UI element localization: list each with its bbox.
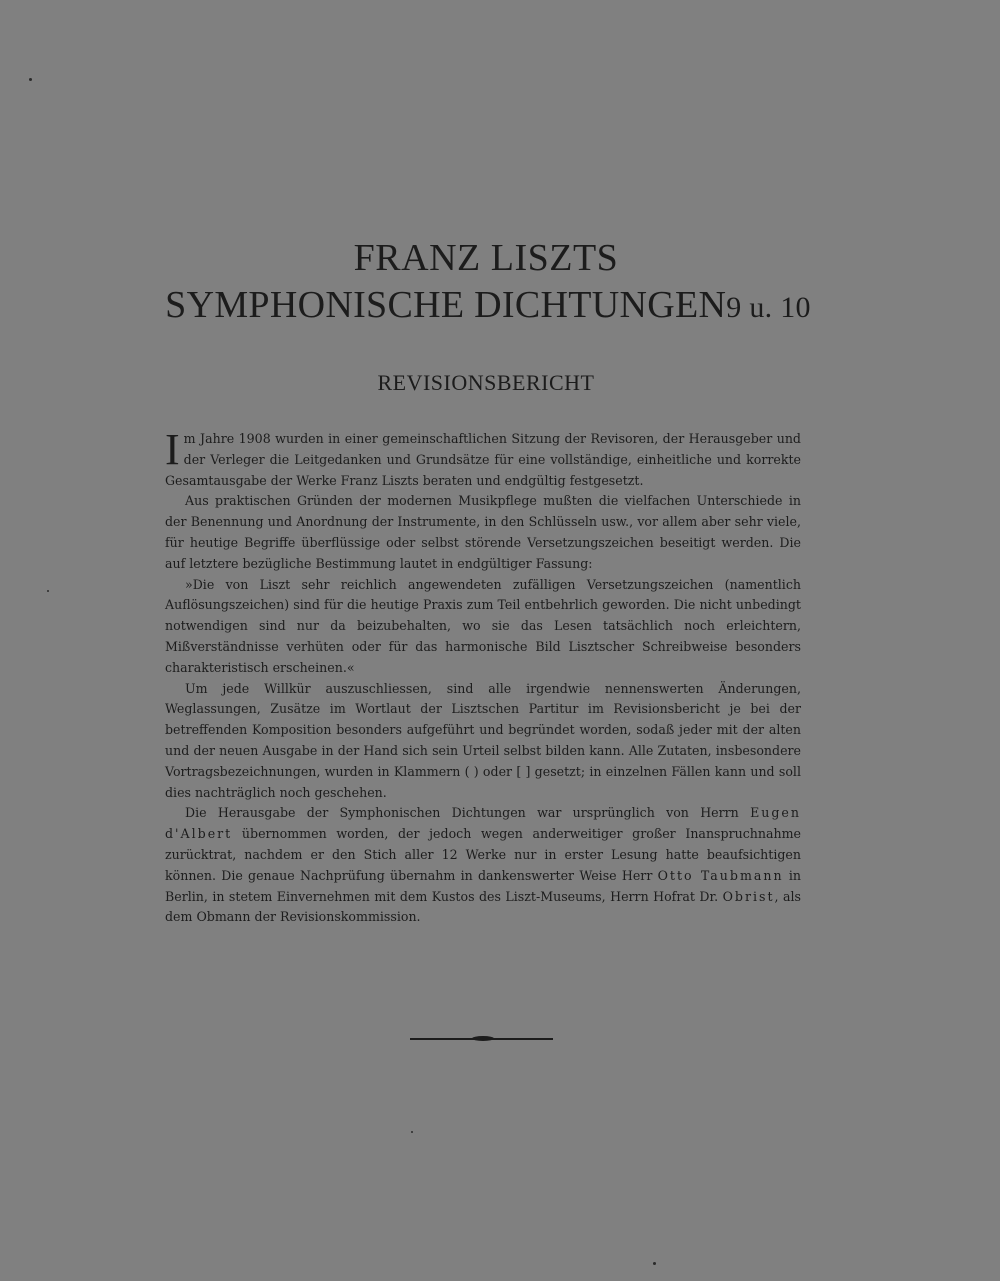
paragraph-1-text: m Jahre 1908 wurden in einer gemeinschaftlichen Sitzung der Revisoren, der Herausgeber und der Verleger die Leitgedanken und Grundsätze für eine vollständige, einheitliche und korrekte Gesamtausgabe der Werke Franz Liszts beraten und endgültig festgesetzt. [165,431,801,488]
name-obrist: Obrist [722,888,775,904]
paragraph-4: Um jede Willkür auszuschliessen, sind alle irgendwie nennenswerten Änderungen, Weglassungen, Zusätze im Wortlaut der Lisztschen Partitur im Revisionsbericht je bei der betreffenden Komposition besonders aufgeführt und begründet worden, sodaß jeder mit der alten und der neuen Ausgabe in der Hand sich sein Urteil selbst bilden kann. Alle Zutaten, insbesondere Vortragsbezeichnungen, wurden in Klammern ( ) oder [ ] gesetzt; in einzelnen Fällen kann und soll dies nachträglich noch geschehen. [165,680,801,800]
paragraph-3-quote: »Die von Liszt sehr reichlich angewendeten zufälligen Versetzungszeichen (namentlich Auflösungszeichen) sind für die heutige Praxis zum Teil entbehrlich geworden. Die nicht unbedingt notwendigen sind nur da beizubehalten, wo sie das Lesen tatsächlich noch erleichtern, Mißverständnisse verhüten oder für das harmonische Bild Lisztscher Schreibweise besonders charakteristisch erscheinen.« [165,576,801,675]
scan-speck [653,1262,656,1265]
paragraph-1 [165,425,801,491]
ornamental-rule [410,1038,553,1040]
paragraph-5 [165,803,801,928]
name-otto-taubmann: Otto Taubmann [657,867,784,883]
title-line-2 [0,283,988,327]
body-text [165,425,801,928]
name-eugen-dalbert: Eugen d'Albert [165,805,801,842]
scan-speck [29,78,32,81]
paragraph-5-d: , als dem Obmann der Revisionskommission. [165,888,801,925]
title-line-2-number: 9 u. 10 [726,291,811,324]
paragraph-5-a: Die Herausgabe der Symphonischen Dichtungen war ursprünglich von Herrn [185,805,751,821]
scan-speck [411,1131,413,1133]
scan-speck [47,590,49,592]
paragraph-2: Aus praktischen Gründen der modernen Musikpflege mußten die vielfachen Unterschiede in der Benennung und Anordnung der Instrumente, in den Schlüsseln usw., vor allem aber sehr viele, für heutige Begriffe überflüssige oder selbst störende Versetzungszeichen beseitigt werden. Die auf letztere bezügliche Bestimmung lautet in endgültiger Fassung: [165,493,801,571]
title-line-2-main: SYMPHONISCHE DICHTUNGEN [165,284,727,326]
subtitle: REVISIONSBERICHT [377,370,595,395]
title-line-1: FRANZ LISZTS [353,237,619,279]
paragraph-5-b: übernommen worden, der jedoch wegen anderweitiger großer Inanspruchnahme zurücktrat, nachdem er den Stich aller 12 Werke nur in erster Lesung hatte beaufsichtigen können. Die genaue Nachprüfung übernahm in dankenswerter Weise Herr [165,826,801,883]
paragraph-5-c: in Berlin, in stetem Einvernehmen mit dem Kustos des Liszt-Museums, Herrn Hofrat Dr. [165,867,801,904]
drop-cap: I [165,425,180,474]
